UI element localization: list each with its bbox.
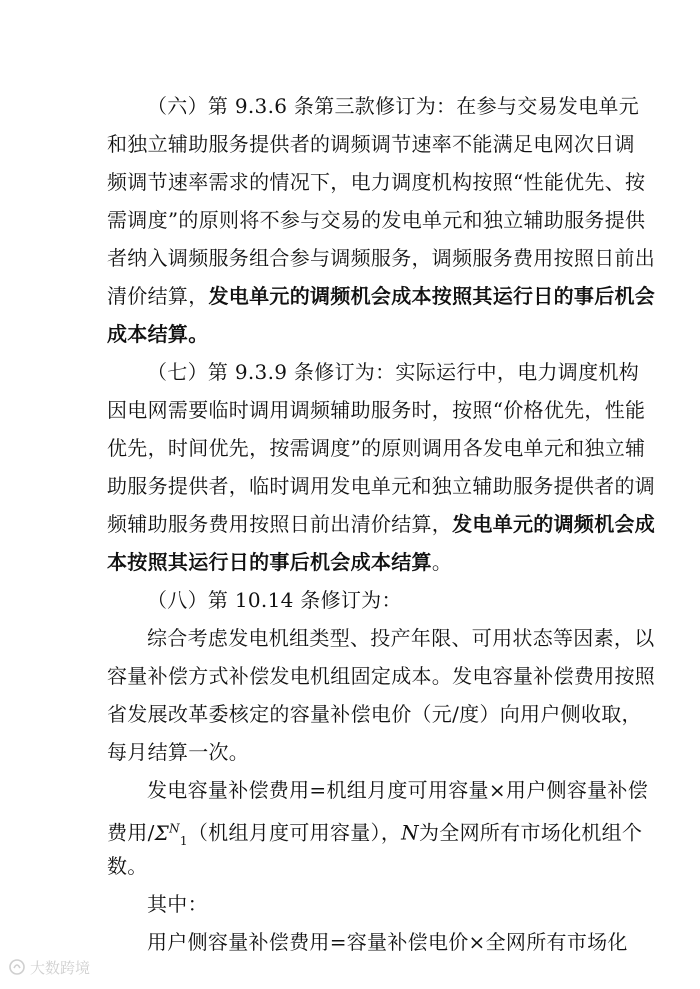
bold-text: 本按照其运行日的事后机会成本结算: [107, 550, 432, 574]
paragraph-7-line-4: 助服务提供者，临时调用发电单元和独立辅助服务提供者的调: [107, 474, 656, 498]
plain-text: 为全网所有市场化机组个: [418, 820, 643, 845]
paragraph-6-line-7: [107, 314, 594, 354]
formula-line-2: [107, 808, 643, 848]
plain-text: 。: [431, 550, 453, 574]
paragraph-6-line-6: [107, 276, 656, 316]
plain-text: 清价结算，: [107, 284, 209, 308]
paragraph-7-line-1: （七）第 9.3.9 条修订为：实际运行中，电力调度机构: [147, 360, 640, 384]
sigma-glyph: Σ: [154, 820, 170, 845]
paragraph-7-line-3: 优先，时间优先，按需调度”的原则调用各发电单元和独立辅: [107, 436, 646, 460]
bold-text: 发电单元的调频机会成本按照其运行日的事后机会: [208, 284, 656, 308]
bold-text: 发电单元的调频机会成: [452, 512, 656, 536]
variable-n: N: [401, 820, 419, 845]
formula-line-4: 用户侧容量补偿费用=容量补偿电价×全网所有市场化: [147, 930, 628, 954]
paragraph-8-body-line-1: 综合考虑发电机组类型、投产年限、可用状态等因素，以: [147, 626, 655, 650]
plain-text: （机组月度可用容量），: [187, 820, 402, 845]
paragraph-8-body-line-3: 省发展改革委核定的容量补偿电价（元/度）向用户侧收取，: [107, 702, 642, 726]
sigma-upper-limit: N: [169, 821, 180, 835]
watermark-logo-icon: [8, 958, 26, 976]
sigma-lower-limit: 1: [179, 833, 188, 848]
note-label: 其中：: [147, 892, 208, 916]
watermark: [8, 955, 90, 979]
paragraph-7-line-2: 因电网需要临时调用调频辅助服务时，按照“价格优先，性能: [107, 398, 646, 422]
paragraph-7-line-5: [107, 504, 656, 544]
paragraph-8-body-line-2: 容量补偿方式补偿发电机组固定成本。发电容量补偿费用按照: [107, 664, 656, 688]
paragraph-6-line-1: （六）第 9.3.6 条第三款修订为：在参与交易发电单元: [147, 94, 640, 118]
watermark-text: 大数跨境: [30, 958, 91, 977]
paragraph-6-line-2: 和独立辅助服务提供者的调频调节速率不能满足电网次日调: [107, 132, 635, 156]
paragraph-6-line-3: 频调节速率需求的情况下，电力调度机构按照“性能优先、按: [107, 170, 646, 194]
bold-text: 成本结算。: [107, 322, 209, 346]
formula-line-1: 发电容量补偿费用=机组月度可用容量×用户侧容量补偿: [147, 778, 649, 802]
sigma-symbol: [154, 820, 188, 848]
formula-line-3: 数。: [107, 854, 148, 878]
paragraph-8-heading: （八）第 10.14 条修订为：: [147, 588, 402, 612]
paragraph-6-line-5: 者纳入调频服务组合参与调频服务，调频服务费用按照日前出: [107, 246, 656, 270]
plain-text: 费用/: [107, 820, 155, 845]
paragraph-8-body-line-4: 每月结算一次。: [107, 740, 250, 764]
plain-text: 频辅助服务费用按照日前出清价结算，: [107, 512, 453, 536]
paragraph-7-line-6: [107, 542, 594, 582]
paragraph-6-line-4: 需调度”的原则将不参与交易的发电单元和独立辅助服务提供: [107, 208, 646, 232]
